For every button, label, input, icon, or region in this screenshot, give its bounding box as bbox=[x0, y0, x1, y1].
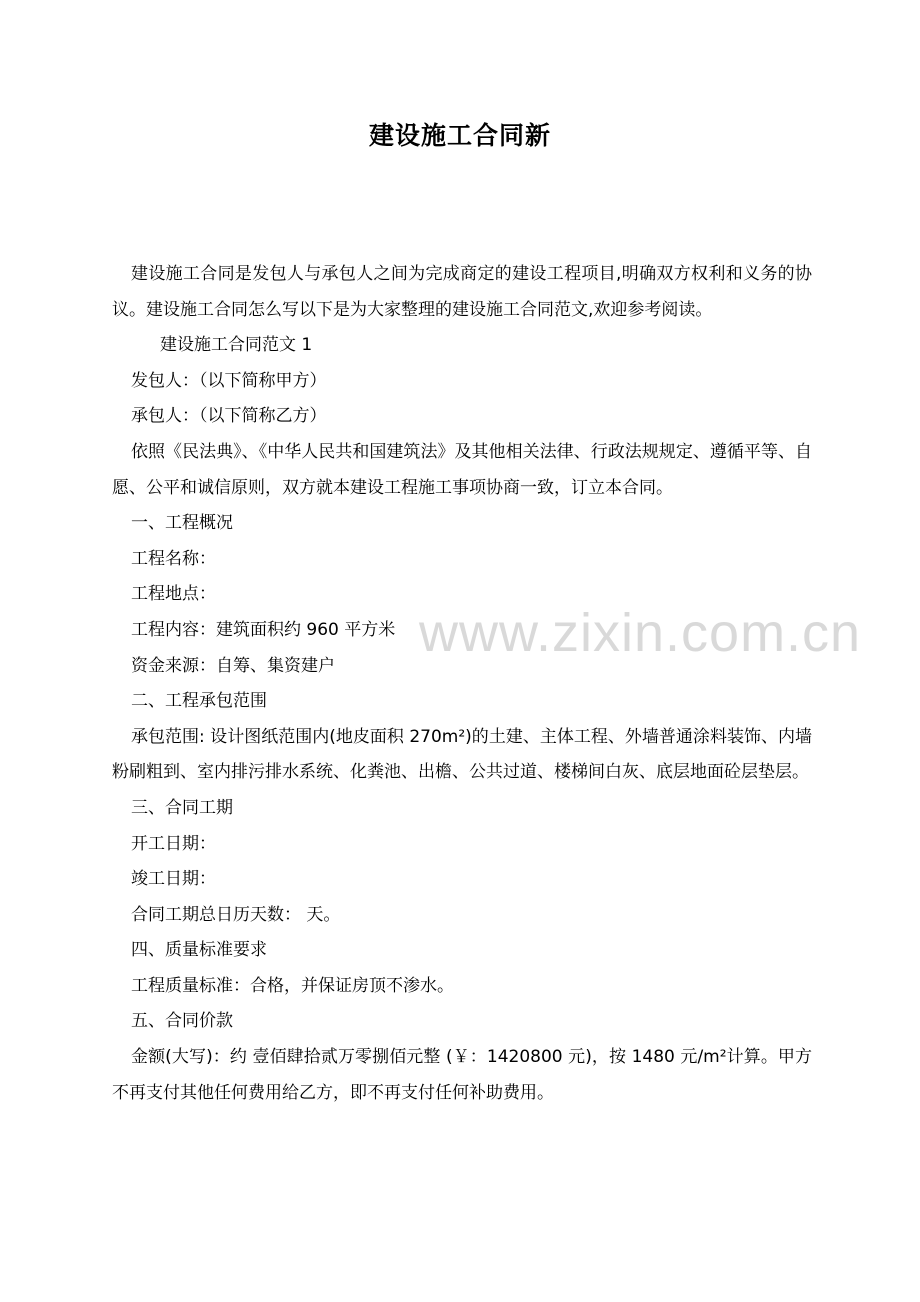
project-content-line: 工程内容：建筑面积约 960 平方米 bbox=[131, 619, 396, 640]
scope-paragraph: 承包范围: 设计图纸范围内(地皮面积 270m²)的土建、主体工程、外墙普通涂料装饰、内墙粉刷粗到、室内排污排水系统、化粪池、出檐、公共过道、楼梯间白灰、底层地面砼层垫层。 bbox=[112, 726, 812, 783]
document-body bbox=[112, 257, 812, 1111]
section-heading-4: 四、质量标准要求 bbox=[131, 940, 267, 961]
document-title: 建设施工合同新 bbox=[368, 121, 551, 150]
total-days-line: 合同工期总日历天数： 天。 bbox=[131, 904, 341, 925]
section-heading-5: 五、合同价款 bbox=[131, 1011, 233, 1032]
watermark-text: www.zixin.com.cn bbox=[419, 603, 862, 663]
section-heading-2: 二、工程承包范围 bbox=[131, 691, 267, 712]
quality-standard-line: 工程质量标准：合格，并保证房顶不渗水。 bbox=[131, 975, 454, 996]
project-name-line: 工程名称： bbox=[131, 548, 216, 569]
legal-basis-paragraph: 依照《民法典》、《中华人民共和国建筑法》及其他相关法律、行政法规规定、遵循平等、自愿、公平和诚信原则，双方就本建设工程施工事项协商一致，订立本合同。 bbox=[112, 441, 812, 498]
completion-date-line: 竣工日期： bbox=[131, 869, 216, 890]
party-b-line: 承包人：（以下简称乙方） bbox=[131, 406, 327, 427]
project-location-line: 工程地点： bbox=[131, 584, 216, 605]
funding-source-line: 资金来源：自筹、集资建户 bbox=[131, 655, 335, 676]
party-a-line: 发包人：（以下简称甲方） bbox=[131, 370, 327, 391]
intro-paragraph: 建设施工合同是发包人与承包人之间为完成商定的建设工程项目,明确双方权利和义务的协议。建设施工合同怎么写以下是为大家整理的建设施工合同范文,欢迎参考阅读。 bbox=[112, 264, 812, 320]
contract-price-paragraph: 金额(大写)：约 壹佰肆拾贰万零捌佰元整 (￥：1420800 元)，按 1480 元/m²计算。甲方不再支付其他任何费用给乙方，即不再支付任何补助费用。 bbox=[112, 1047, 812, 1103]
section-heading-3: 三、合同工期 bbox=[131, 797, 233, 818]
sample-heading: 建设施工合同范文 1 bbox=[160, 335, 313, 356]
start-date-line: 开工日期： bbox=[131, 833, 216, 854]
section-heading-1: 一、工程概况 bbox=[131, 513, 233, 534]
